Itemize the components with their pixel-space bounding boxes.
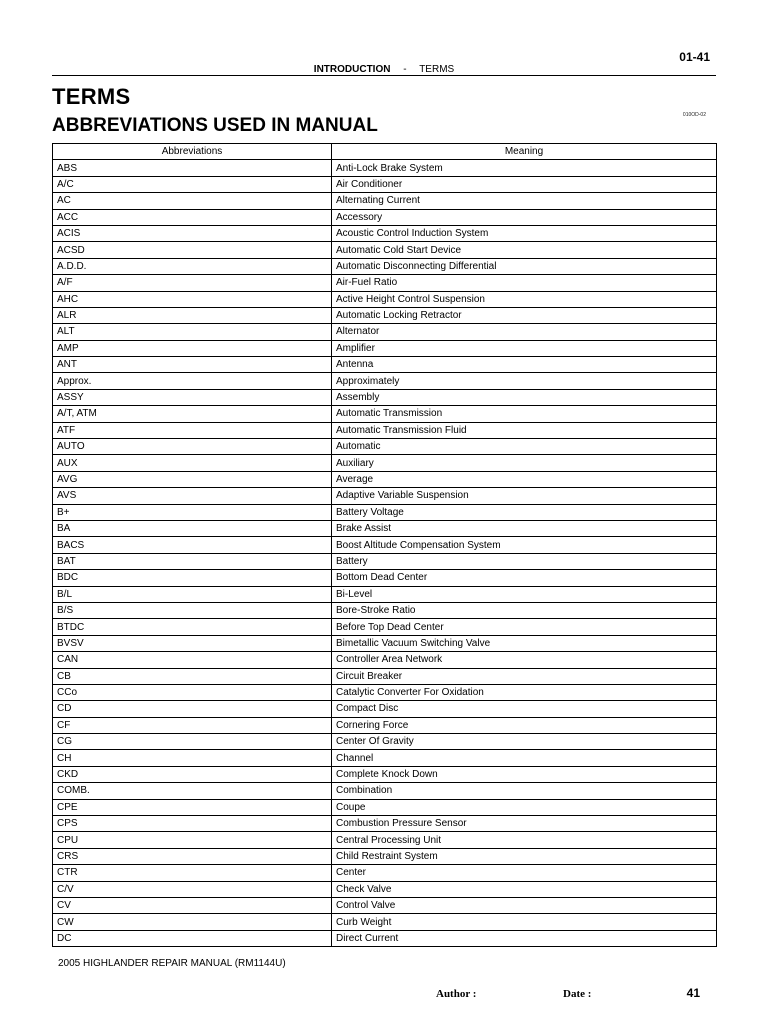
meaning-cell: Approximately <box>332 373 717 389</box>
abbreviation-cell: COMB. <box>53 783 332 799</box>
table-row <box>53 504 717 520</box>
meaning-cell: Catalytic Converter For Oxidation <box>332 684 717 700</box>
abbreviation-cell: CPS <box>53 816 332 832</box>
table-row <box>53 701 717 717</box>
header-topic: TERMS <box>419 64 455 75</box>
meaning-cell: Automatic Transmission <box>332 406 717 422</box>
meaning-cell: Alternating Current <box>332 193 717 209</box>
meaning-cell: Assembly <box>332 389 717 405</box>
table-row <box>53 799 717 815</box>
abbreviation-cell: CKD <box>53 766 332 782</box>
table-row <box>53 471 717 487</box>
meaning-cell: Automatic <box>332 439 717 455</box>
table-row <box>53 897 717 913</box>
abbreviation-cell: A/F <box>53 275 332 291</box>
meaning-cell: Brake Assist <box>332 520 717 536</box>
table-row <box>53 324 717 340</box>
abbreviation-cell: CG <box>53 734 332 750</box>
meaning-cell: Automatic Locking Retractor <box>332 307 717 323</box>
abbreviation-cell: A/C <box>53 176 332 192</box>
meaning-cell: Circuit Breaker <box>332 668 717 684</box>
table-row <box>53 750 717 766</box>
table-row <box>53 668 717 684</box>
abbreviations-table <box>52 143 717 947</box>
abbreviation-cell: BACS <box>53 537 332 553</box>
table-row <box>53 275 717 291</box>
table-row <box>53 652 717 668</box>
abbreviation-cell: AC <box>53 193 332 209</box>
meaning-cell: Control Valve <box>332 897 717 913</box>
column-header-abbreviations: Abbreviations <box>53 144 332 160</box>
abbreviation-cell: AVS <box>53 488 332 504</box>
table-row <box>53 832 717 848</box>
meaning-cell: Before Top Dead Center <box>332 619 717 635</box>
abbreviation-cell: CH <box>53 750 332 766</box>
header-section: INTRODUCTION <box>313 64 391 75</box>
abbreviation-cell: CD <box>53 701 332 717</box>
date-label: Date : <box>563 988 592 1000</box>
meaning-cell: Bi-Level <box>332 586 717 602</box>
meaning-cell: Automatic Cold Start Device <box>332 242 717 258</box>
table-header-row <box>53 144 717 160</box>
abbreviation-cell: B/S <box>53 602 332 618</box>
page-code: 01-41 <box>679 50 710 64</box>
meaning-cell: Compact Disc <box>332 701 717 717</box>
abbreviation-cell: BTDC <box>53 619 332 635</box>
running-header <box>0 64 768 75</box>
abbreviation-cell: Approx. <box>53 373 332 389</box>
table-body <box>53 160 717 947</box>
table-row <box>53 717 717 733</box>
table-row <box>53 307 717 323</box>
meaning-cell: Accessory <box>332 209 717 225</box>
meaning-cell: Amplifier <box>332 340 717 356</box>
page-title: TERMS <box>52 84 131 109</box>
abbreviation-cell: AVG <box>53 471 332 487</box>
author-label: Author : <box>436 988 477 1000</box>
abbreviation-cell: ABS <box>53 160 332 176</box>
meaning-cell: Automatic Transmission Fluid <box>332 422 717 438</box>
abbreviation-cell: CB <box>53 668 332 684</box>
meaning-cell: Bottom Dead Center <box>332 570 717 586</box>
meaning-cell: Curb Weight <box>332 914 717 930</box>
table-row <box>53 520 717 536</box>
meaning-cell: Adaptive Variable Suspension <box>332 488 717 504</box>
column-header-meaning: Meaning <box>332 144 717 160</box>
abbreviation-cell: A.D.D. <box>53 258 332 274</box>
table-row <box>53 783 717 799</box>
table-row <box>53 602 717 618</box>
abbreviation-cell: CAN <box>53 652 332 668</box>
meaning-cell: Channel <box>332 750 717 766</box>
header-rule <box>52 75 716 76</box>
meaning-cell: Auxiliary <box>332 455 717 471</box>
meaning-cell: Direct Current <box>332 930 717 946</box>
table-row <box>53 848 717 864</box>
abbreviation-cell: A/T, ATM <box>53 406 332 422</box>
abbreviation-cell: CCo <box>53 684 332 700</box>
abbreviation-cell: AMP <box>53 340 332 356</box>
abbreviation-cell: ANT <box>53 357 332 373</box>
meaning-cell: Cornering Force <box>332 717 717 733</box>
table-row <box>53 586 717 602</box>
abbreviation-cell: AUTO <box>53 439 332 455</box>
table-row <box>53 734 717 750</box>
table-row <box>53 619 717 635</box>
manual-title: 2005 HIGHLANDER REPAIR MANUAL (RM1144U) <box>58 958 286 969</box>
page-subtitle: ABBREVIATIONS USED IN MANUAL <box>52 115 378 136</box>
abbreviation-cell: CPE <box>53 799 332 815</box>
abbreviation-cell: B/L <box>53 586 332 602</box>
meaning-cell: Air-Fuel Ratio <box>332 275 717 291</box>
meaning-cell: Combination <box>332 783 717 799</box>
table-row <box>53 193 717 209</box>
abbreviation-cell: ACC <box>53 209 332 225</box>
abbreviation-cell: ACIS <box>53 225 332 241</box>
table-row <box>53 389 717 405</box>
table-row <box>53 176 717 192</box>
abbreviation-cell: CW <box>53 914 332 930</box>
meaning-cell: Center Of Gravity <box>332 734 717 750</box>
table-row <box>53 553 717 569</box>
table-row <box>53 422 717 438</box>
abbreviation-cell: ASSY <box>53 389 332 405</box>
table-row <box>53 373 717 389</box>
page-number: 41 <box>686 986 700 1000</box>
table-row <box>53 242 717 258</box>
abbreviation-cell: BVSV <box>53 635 332 651</box>
table-row <box>53 816 717 832</box>
abbreviation-cell: DC <box>53 930 332 946</box>
table-row <box>53 357 717 373</box>
meaning-cell: Coupe <box>332 799 717 815</box>
header-separator: - <box>403 64 407 75</box>
table-row <box>53 881 717 897</box>
meaning-cell: Battery Voltage <box>332 504 717 520</box>
table-row <box>53 406 717 422</box>
document-code: 010OD-02 <box>682 112 706 118</box>
abbreviation-cell: ALT <box>53 324 332 340</box>
table-row <box>53 340 717 356</box>
abbreviation-cell: ATF <box>53 422 332 438</box>
abbreviation-cell: CPU <box>53 832 332 848</box>
table-row <box>53 455 717 471</box>
table-row <box>53 766 717 782</box>
table-row <box>53 930 717 946</box>
table-row <box>53 291 717 307</box>
meaning-cell: Active Height Control Suspension <box>332 291 717 307</box>
abbreviation-cell: BA <box>53 520 332 536</box>
abbreviation-cell: BAT <box>53 553 332 569</box>
meaning-cell: Automatic Disconnecting Differential <box>332 258 717 274</box>
table-row <box>53 160 717 176</box>
table-row <box>53 865 717 881</box>
abbreviation-cell: B+ <box>53 504 332 520</box>
meaning-cell: Average <box>332 471 717 487</box>
meaning-cell: Boost Altitude Compensation System <box>332 537 717 553</box>
abbreviation-cell: CF <box>53 717 332 733</box>
meaning-cell: Bore-Stroke Ratio <box>332 602 717 618</box>
meaning-cell: Complete Knock Down <box>332 766 717 782</box>
table-row <box>53 439 717 455</box>
meaning-cell: Controller Area Network <box>332 652 717 668</box>
table-row <box>53 209 717 225</box>
abbreviation-cell: ACSD <box>53 242 332 258</box>
abbreviation-cell: AHC <box>53 291 332 307</box>
meaning-cell: Check Valve <box>332 881 717 897</box>
meaning-cell: Antenna <box>332 357 717 373</box>
meaning-cell: Combustion Pressure Sensor <box>332 816 717 832</box>
table-row <box>53 258 717 274</box>
abbreviation-cell: AUX <box>53 455 332 471</box>
table-row <box>53 488 717 504</box>
meaning-cell: Air Conditioner <box>332 176 717 192</box>
abbreviation-cell: CV <box>53 897 332 913</box>
meaning-cell: Acoustic Control Induction System <box>332 225 717 241</box>
meaning-cell: Anti-Lock Brake System <box>332 160 717 176</box>
table-row <box>53 537 717 553</box>
abbreviation-cell: BDC <box>53 570 332 586</box>
table-row <box>53 914 717 930</box>
abbreviation-cell: CTR <box>53 865 332 881</box>
table-row <box>53 684 717 700</box>
meaning-cell: Central Processing Unit <box>332 832 717 848</box>
meaning-cell: Battery <box>332 553 717 569</box>
abbreviation-cell: ALR <box>53 307 332 323</box>
table-row <box>53 635 717 651</box>
meaning-cell: Alternator <box>332 324 717 340</box>
table-row <box>53 570 717 586</box>
meaning-cell: Child Restraint System <box>332 848 717 864</box>
abbreviation-cell: CRS <box>53 848 332 864</box>
abbreviation-cell: C/V <box>53 881 332 897</box>
table-row <box>53 225 717 241</box>
meaning-cell: Bimetallic Vacuum Switching Valve <box>332 635 717 651</box>
meaning-cell: Center <box>332 865 717 881</box>
